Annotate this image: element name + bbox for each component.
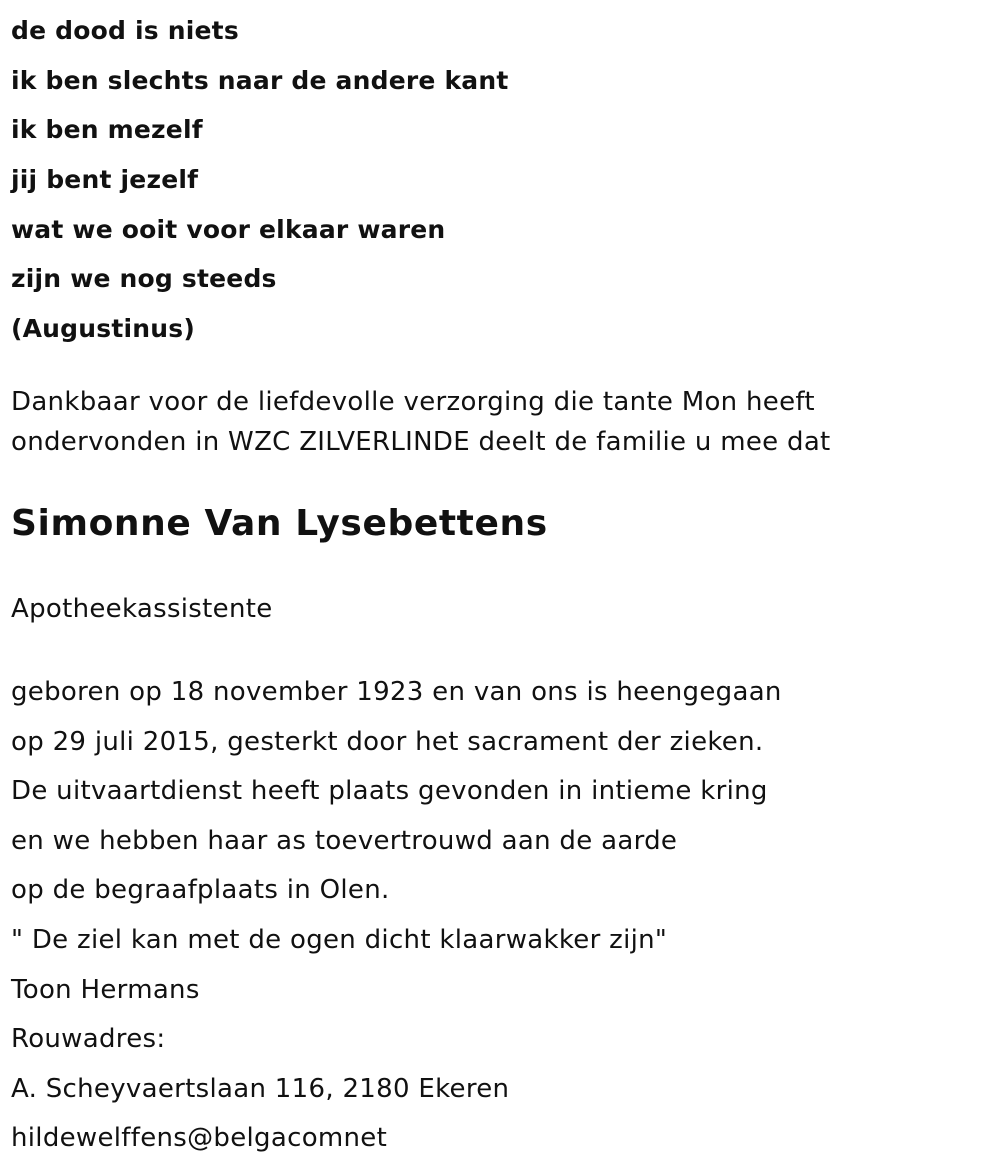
- deceased-name: Simonne Van Lysebettens: [11, 503, 548, 544]
- quote-author: Toon Hermans: [11, 974, 200, 1005]
- funeral-line: De uitvaartdienst heeft plaats gevonden in intieme kring: [11, 776, 768, 807]
- email-address: hildewelffens@belgacomnet: [11, 1123, 388, 1154]
- death-line: op 29 juli 2015, gesterkt door het sacrament der zieken.: [11, 726, 764, 757]
- intro-line: ondervonden in WZC ZILVERLINDE deelt de familie u mee dat: [11, 427, 831, 457]
- birth-line: geboren op 18 november 1923 en van ons is heengegaan: [11, 677, 782, 707]
- poem-line: de dood is niets: [11, 16, 239, 45]
- quote-line: " De ziel kan met de ogen dicht klaarwakker zijn": [11, 924, 668, 955]
- address-label: Rouwadres:: [11, 1024, 166, 1055]
- poem-line: jij bent jezelf: [11, 165, 199, 195]
- address-value: A. Scheyvaertslaan 116, 2180 Ekeren: [11, 1073, 510, 1104]
- cemetery-line: op de begraafplaats in Olen.: [11, 875, 390, 906]
- intro-line: Dankbaar voor de liefdevolle verzorging die tante Mon heeft: [11, 387, 815, 417]
- poem: [11, 6, 509, 354]
- ashes-line: en we hebben haar as toevertrouwd aan de aarde: [11, 825, 678, 856]
- poem-line: ik ben slechts naar de andere kant: [11, 65, 509, 95]
- poem-attribution: (Augustinus): [11, 314, 195, 344]
- poem-line: ik ben mezelf: [11, 115, 203, 145]
- poem-line: zijn we nog steeds: [11, 264, 277, 294]
- details-block: [11, 668, 782, 1164]
- poem-line: wat we ooit voor elkaar waren: [11, 214, 446, 244]
- deceased-profession: Apotheekassistente: [11, 594, 273, 624]
- intro-paragraph: [11, 382, 831, 462]
